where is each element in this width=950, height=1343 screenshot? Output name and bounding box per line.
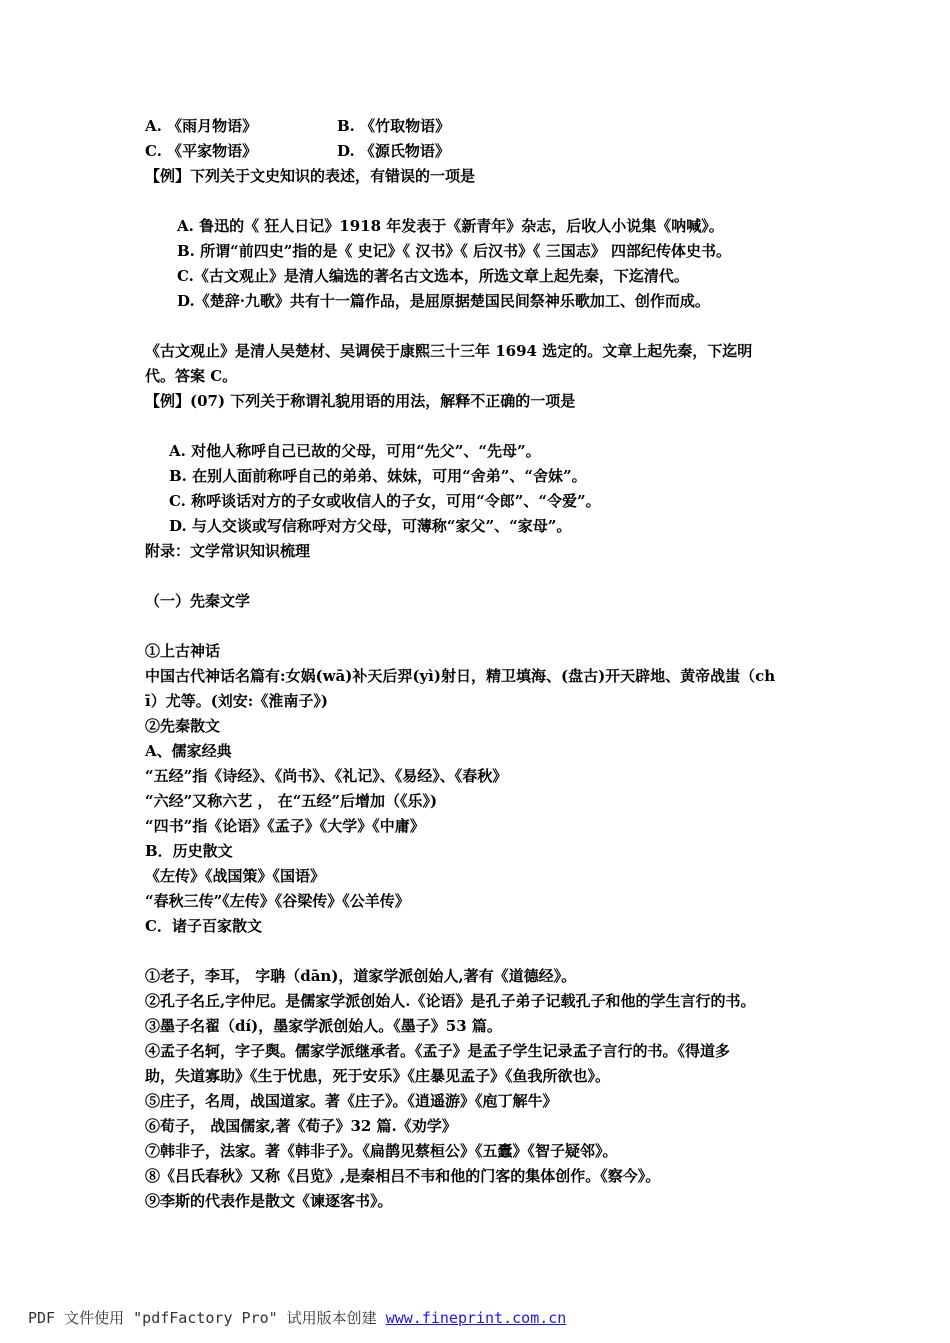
example2-option: D. 与人交谈或写信称呼对方父母，可薄称“家父”、“家母”。 bbox=[169, 517, 572, 535]
section-heading: （一）先秦文学 bbox=[145, 592, 251, 610]
sishu-line: “四书”指《论语》《孟子》《大学》《中庸》 bbox=[145, 817, 425, 835]
appendix-title: 附录：文学常识知识梳理 bbox=[145, 542, 311, 560]
zhuzi-item: ②孔子名丘,字仲尼。是儒家学派创始人.《论语》是孔子弟子记载孔子和他的学生言行的书。 bbox=[145, 992, 756, 1010]
example2-option: A. 对他人称呼自己已故的父母，可用“先父”、“先母”。 bbox=[169, 442, 541, 460]
example1-option: C.《古文观止》是清人编选的著名古文选本，所选文章上起先秦，下迄清代。 bbox=[177, 267, 689, 285]
zhuzi-item: 助，失道寡助》《生于忧患，死于安乐》《庄暴见孟子》《鱼我所欲也》。 bbox=[145, 1067, 611, 1085]
footer-text: PDF 文件使用 "pdfFactory Pro" 试用版本创建 bbox=[28, 1309, 386, 1327]
footer-link[interactable]: www.fineprint.com.cn bbox=[385, 1309, 567, 1327]
wujing-line: “五经”指《诗经》、《尚书》、《礼记》、《易经》、《春秋》 bbox=[145, 767, 508, 785]
liujing-line: “六经”又称六艺 ， 在“五经”后增加（《乐》) bbox=[145, 792, 438, 810]
history-books: 《左传》《战国策》《国语》 bbox=[145, 867, 326, 885]
myth-text: 中国古代神话名篇有:女娲(wā)补天后羿(yì)射日，精卫填海、(盘古)开天辟地、黄帝战蚩（ch bbox=[145, 667, 776, 685]
zhuzi-item: ⑦韩非子，法家。著《韩非子》。《扁鹊见蔡桓公》《五蠹》《智子疑邻》。 bbox=[145, 1142, 618, 1160]
example2-option: B. 在别人面前称呼自己的弟弟、妹妹，可用“舍弟”、“舍妹”。 bbox=[169, 467, 587, 485]
confucian-heading: A、儒家经典 bbox=[145, 742, 232, 760]
example1-answer: 代。答案 C。 bbox=[145, 367, 238, 385]
zhuzi-item: ⑥荀子， 战国儒家,著《荀子》32 篇.《劝学》 bbox=[145, 1117, 457, 1135]
zhuzi-item: ⑧《吕氏春秋》又称《吕览》,是秦相吕不韦和他的门客的集体创作。《察今》。 bbox=[145, 1167, 661, 1185]
example1-option: B. 所谓“前四史”指的是《 史记》《 汉书》《 后汉书》《 三国志》 四部纪传体史书。 bbox=[177, 242, 731, 260]
example2-option: C. 称呼谈话对方的子女或收信人的子女，可用“令郎”、“令爱”。 bbox=[169, 492, 601, 510]
myth-text: ī）尤等。(刘安:《淮南子》) bbox=[145, 692, 328, 710]
example1-answer: 《古文观止》是清人吴楚材、吴调侯于康熙三十三年 1694 选定的。文章上起先秦，下迄明 bbox=[145, 342, 753, 360]
zhuzi-item: ①老子，李耳， 字聃（dān)，道家学派创始人,著有《道德经》。 bbox=[145, 967, 577, 985]
example1-question: 【例】下列关于文史知识的表述，有错误的一项是 bbox=[145, 167, 476, 185]
example1-option: A. 鲁迅的《 狂人日记》1918 年发表于《新青年》杂志，后收人小说集《呐喊》。 bbox=[177, 217, 724, 235]
zhuzi-item: ④孟子名轲，字子舆。儒家学派继承者。《孟子》是孟子学生记录孟子言行的书。《得道多 bbox=[145, 1042, 731, 1060]
history-heading: B．历史散文 bbox=[145, 842, 233, 860]
prose-heading: ②先秦散文 bbox=[145, 717, 221, 735]
option-d: D. 《源氏物语》 bbox=[337, 142, 450, 160]
option-c: C. 《平家物语》 bbox=[145, 142, 258, 160]
example1-option: D.《楚辞·九歌》共有十一篇作品，是屈原据楚国民间祭神乐歌加工、创作而成。 bbox=[177, 292, 710, 310]
pdf-footer bbox=[28, 1307, 566, 1328]
zhuzi-heading: C．诸子百家散文 bbox=[145, 917, 262, 935]
example2-question: 【例】(07) 下列关于称谓礼貌用语的用法，解释不正确的一项是 bbox=[145, 392, 576, 410]
zhuzi-item: ⑨李斯的代表作是散文《谏逐客书》。 bbox=[145, 1192, 393, 1210]
option-a: A. 《雨月物语》 bbox=[145, 117, 258, 135]
zhuzi-item: ⑤庄子，名周，战国道家。著《庄子》。《逍遥游》《庖丁解牛》 bbox=[145, 1092, 558, 1110]
myth-heading: ①上古神话 bbox=[145, 642, 221, 660]
option-b: B. 《竹取物语》 bbox=[337, 117, 451, 135]
zhuzi-item: ③墨子名翟（dí)，墨家学派创始人。《墨子》53 篇。 bbox=[145, 1017, 502, 1035]
chunqiu-line: “春秋三传”《左传》《谷梁传》《公羊传》 bbox=[145, 892, 410, 910]
